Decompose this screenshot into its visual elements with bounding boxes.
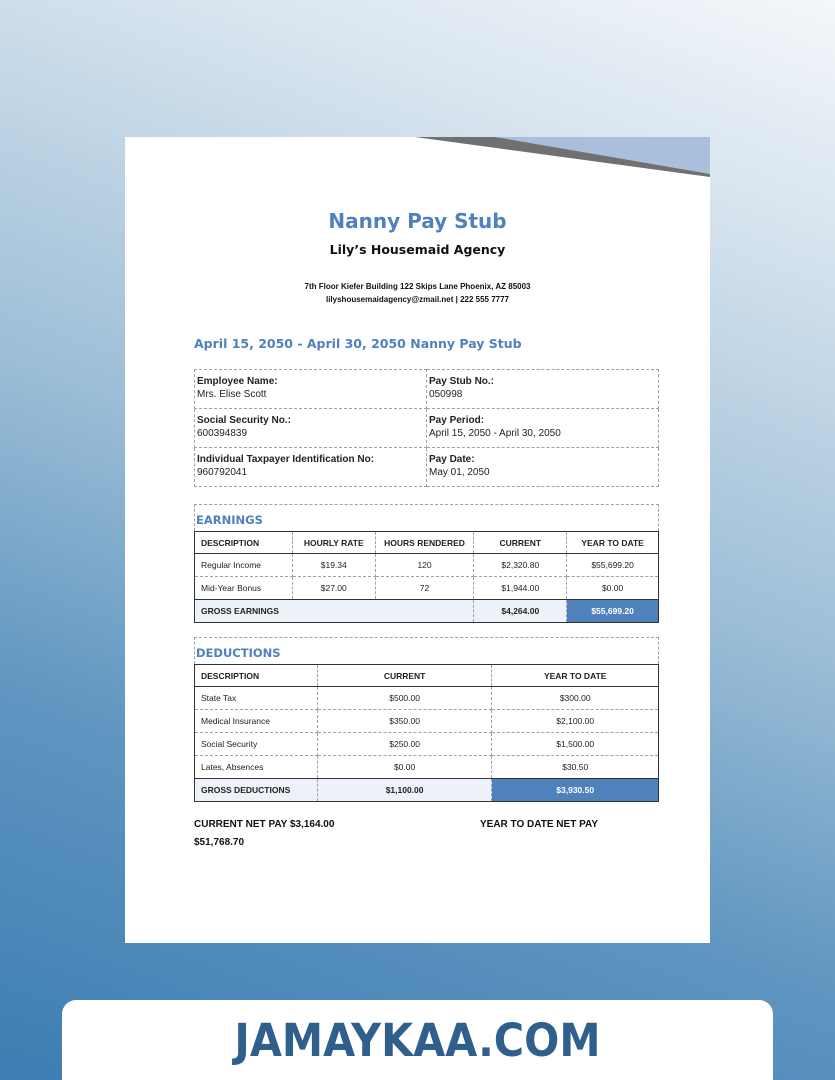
pay-date-value: May 01, 2050 bbox=[429, 467, 490, 478]
itin-label: Individual Taxpayer Identification No: bbox=[197, 454, 375, 465]
table-cell: 72 bbox=[375, 577, 474, 600]
deductions-heading: DEDUCTIONS bbox=[194, 637, 659, 664]
table-cell: $0.00 bbox=[317, 756, 492, 779]
table-cell: $55,699.20 bbox=[567, 554, 659, 577]
agency-contact: lilyshousemaidagency@zmail.net | 222 555 7777 bbox=[325, 295, 510, 304]
info-row bbox=[195, 409, 659, 448]
gross-deductions-ytd: $3,930.50 bbox=[492, 779, 659, 802]
earnings-table bbox=[194, 531, 659, 623]
gross-deductions-row bbox=[195, 779, 659, 802]
info-cell bbox=[427, 409, 659, 448]
table-cell: 120 bbox=[375, 554, 474, 577]
table-cell: Regular Income bbox=[195, 554, 293, 577]
site-watermark: JAMAYKAA.COM bbox=[234, 1014, 601, 1067]
table-cell: $500.00 bbox=[317, 687, 492, 710]
table-cell: $19.34 bbox=[292, 554, 375, 577]
column-header: CURRENT bbox=[317, 665, 492, 687]
employee-name-label: Employee Name: bbox=[197, 376, 278, 387]
table-cell: $350.00 bbox=[317, 710, 492, 733]
info-cell bbox=[427, 448, 659, 487]
pay-period-label: Pay Period: bbox=[429, 415, 485, 426]
info-cell bbox=[195, 409, 427, 448]
gross-earnings-ytd: $55,699.20 bbox=[567, 600, 659, 623]
table-cell: $1,944.00 bbox=[474, 577, 567, 600]
agency-name: Lily’s Housemaid Agency bbox=[329, 242, 506, 257]
table-cell: Mid-Year Bonus bbox=[195, 577, 293, 600]
ssn-value: 600394839 bbox=[197, 428, 248, 439]
deductions-table bbox=[194, 664, 659, 802]
site-banner bbox=[62, 1000, 773, 1080]
info-cell bbox=[427, 370, 659, 409]
column-header: HOURS RENDERED bbox=[375, 532, 474, 554]
gross-earnings-label: GROSS EARNINGS bbox=[195, 600, 474, 623]
column-header: YEAR TO DATE bbox=[492, 665, 659, 687]
table-cell: Social Security bbox=[195, 733, 318, 756]
table-cell: $0.00 bbox=[567, 577, 659, 600]
table-row bbox=[195, 733, 659, 756]
gross-earnings-current: $4,264.00 bbox=[474, 600, 567, 623]
employee-info-table bbox=[194, 369, 659, 487]
info-cell bbox=[195, 370, 427, 409]
stub-no-label: Pay Stub No.: bbox=[429, 376, 495, 387]
table-cell: State Tax bbox=[195, 687, 318, 710]
table-cell: $30.50 bbox=[492, 756, 659, 779]
table-cell: Medical Insurance bbox=[195, 710, 318, 733]
table-row bbox=[195, 554, 659, 577]
gross-earnings-row bbox=[195, 600, 659, 623]
ytd-net-pay-label: YEAR TO DATE NET PAY bbox=[480, 819, 598, 830]
deductions-header-row bbox=[195, 665, 659, 687]
column-header: YEAR TO DATE bbox=[567, 532, 659, 554]
table-row bbox=[195, 756, 659, 779]
column-header: HOURLY RATE bbox=[292, 532, 375, 554]
table-cell: $27.00 bbox=[292, 577, 375, 600]
info-cell bbox=[195, 448, 427, 487]
period-heading: April 15, 2050 - April 30, 2050 Nanny Pay Stub bbox=[194, 336, 522, 351]
table-cell: $2,100.00 bbox=[492, 710, 659, 733]
gross-deductions-current: $1,100.00 bbox=[317, 779, 492, 802]
table-cell: Lates, Absences bbox=[195, 756, 318, 779]
earnings-heading: EARNINGS bbox=[194, 504, 659, 531]
column-header: DESCRIPTION bbox=[195, 665, 318, 687]
corner-decoration bbox=[125, 137, 710, 182]
employee-name-value: Mrs. Elise Scott bbox=[197, 389, 267, 400]
stub-no-value: 050998 bbox=[429, 389, 463, 400]
table-cell: $300.00 bbox=[492, 687, 659, 710]
pay-stub-page bbox=[125, 137, 710, 943]
current-net-pay-block bbox=[194, 816, 334, 852]
table-row bbox=[195, 687, 659, 710]
info-row bbox=[195, 448, 659, 487]
table-row bbox=[195, 710, 659, 733]
earnings-header-row bbox=[195, 532, 659, 554]
table-row bbox=[195, 577, 659, 600]
itin-value: 960792041 bbox=[197, 467, 248, 478]
agency-address: 7th Floor Kiefer Building 122 Skips Lane Phoenix, AZ 85003 bbox=[304, 282, 531, 291]
ssn-label: Social Security No.: bbox=[197, 415, 291, 426]
pay-date-label: Pay Date: bbox=[429, 454, 475, 465]
info-row bbox=[195, 370, 659, 409]
ytd-net-pay-value: $51,768.70 bbox=[194, 837, 245, 848]
pay-period-value: April 15, 2050 - April 30, 2050 bbox=[429, 428, 561, 439]
current-net-pay: CURRENT NET PAY $3,164.00 bbox=[194, 819, 335, 830]
table-cell: $2,320.80 bbox=[474, 554, 567, 577]
gross-deductions-label: GROSS DEDUCTIONS bbox=[195, 779, 318, 802]
table-cell: $250.00 bbox=[317, 733, 492, 756]
column-header: DESCRIPTION bbox=[195, 532, 293, 554]
column-header: CURRENT bbox=[474, 532, 567, 554]
agency-address-block bbox=[125, 280, 710, 306]
table-cell: $1,500.00 bbox=[492, 733, 659, 756]
document-title: Nanny Pay Stub bbox=[328, 209, 507, 233]
